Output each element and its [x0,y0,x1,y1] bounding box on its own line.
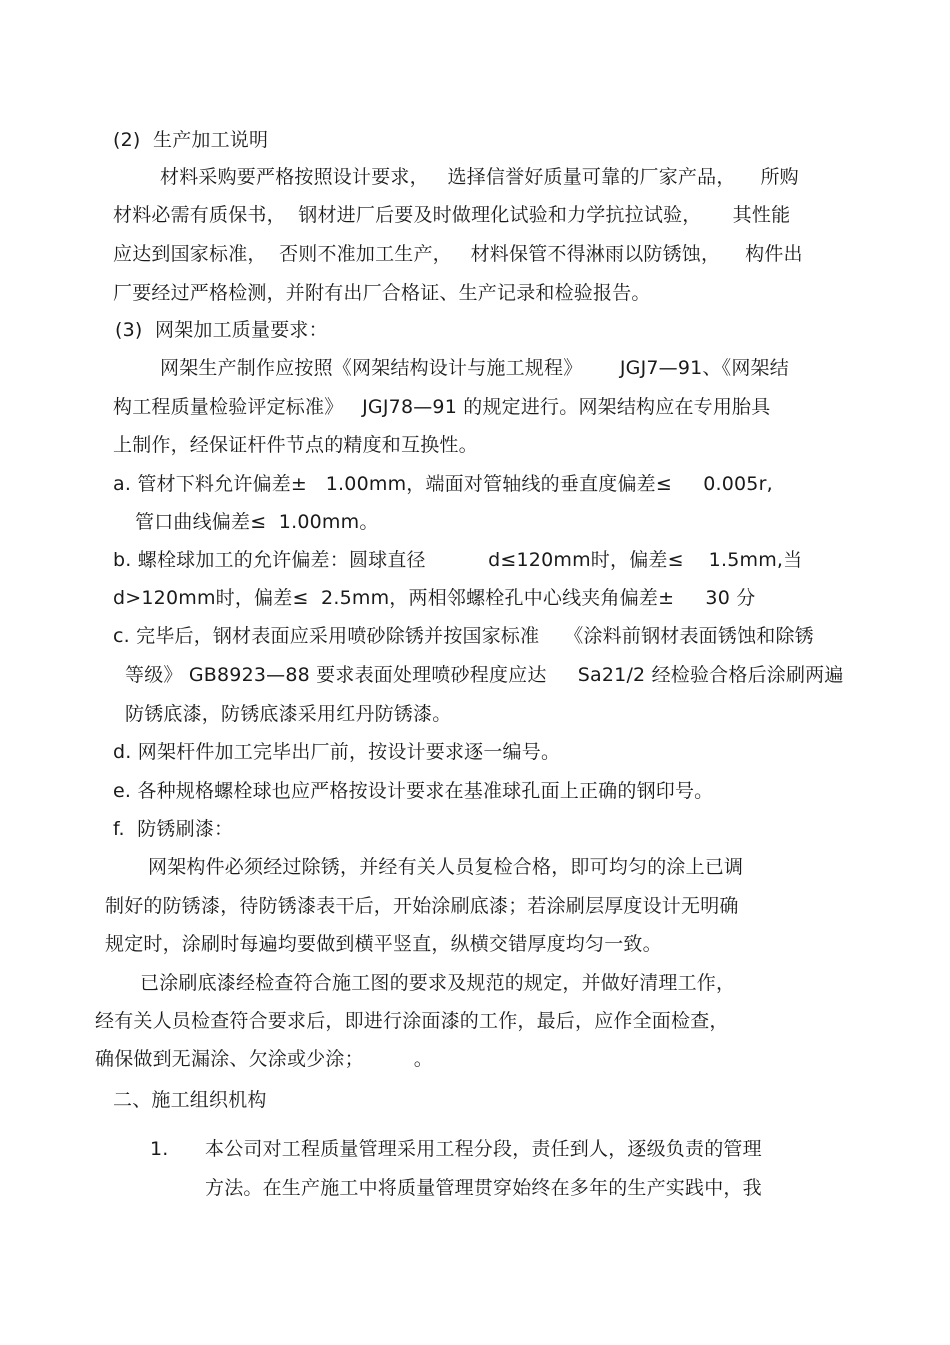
paragraph-line: 网架构件必须经过除锈，并经有关人员复检合格，即可均匀的涂上已调 [148,856,744,878]
list-item-c-cont: 等级》 GB8923—88 要求表面处理喷砂程度应达 Sa21/2 经检验合格后涂刷两遍 [125,664,844,686]
paragraph-line: 应达到国家标准， 否则不准加工生产， 材料保管不得淋雨以防锈蚀， 构件出 [113,243,803,265]
list-item-1: 本公司对工程质量管理采用工程分段，责任到人，逐级负责的管理 [205,1138,762,1160]
list-item-a: a. 管材下料允许偏差± 1.00mm，端面对管轴线的垂直度偏差≤ 0.005r, [113,473,773,495]
paragraph-line: 构工程质量检验评定标准》 JGJ78—91 的规定进行。网架结构应在专用胎具 [113,396,771,418]
paragraph-line: 已涂刷底漆经检查符合施工图的要求及规范的规定，并做好清理工作， [140,972,736,994]
list-item-d: d. 网架杆件加工完毕出厂前，按设计要求逐一编号。 [113,741,561,763]
section-2-heading: (2) 生产加工说明 [113,129,269,151]
list-item-e: e. 各种规格螺栓球也应严格按设计要求在基准球孔面上正确的钢印号。 [113,780,714,802]
list-item-f: f. 防锈刷漆： [113,818,234,840]
section-3-heading: (3) 网架加工质量要求： [115,319,328,341]
paragraph-line: 规定时，涂刷时每遍均要做到横平竖直，纵横交错厚度均匀一致。 [105,933,662,955]
paragraph-line: 上制作，经保证杆件节点的精度和互换性。 [113,434,478,456]
list-item-b-cont: d>120mm时，偏差≤ 2.5mm，两相邻螺栓孔中心线夹角偏差± 30 分 [113,587,756,609]
paragraph-line: 材料采购要严格按照设计要求， 选择信誉好质量可靠的厂家产品， 所购 [160,166,799,188]
paragraph-line: 材料必需有质保书， 钢材进厂后要及时做理化试验和力学抗拉试验， 其性能 [113,204,791,226]
list-item-1-cont: 方法。在生产施工中将质量管理贯穿始终在多年的生产实践中，我 [205,1177,762,1199]
list-item-c: c. 完毕后，钢材表面应采用喷砂除锈并按国家标准 《涂料前钢材表面锈蚀和除锈 [113,625,814,647]
list-item-b: b. 螺栓球加工的允许偏差：圆球直径 d≤120mm时，偏差≤ 1.5mm,当 [113,549,803,571]
list-number: 1. [150,1138,169,1160]
paragraph-line: 确保做到无漏涂、欠涂或少涂； 。 [95,1048,433,1070]
paragraph-line: 厂要经过严格检测，并附有出厂合格证、生产记录和检验报告。 [113,282,651,304]
list-item-c-cont: 防锈底漆，防锈底漆采用红丹防锈漆。 [125,703,452,725]
paragraph-line: 制好的防锈漆，待防锈漆表干后，开始涂刷底漆；若涂刷层厚度设计无明确 [105,895,739,917]
paragraph-line: 经有关人员检查符合要求后，即进行涂面漆的工作，最后，应作全面检查， [95,1010,729,1032]
paragraph-line: 网架生产制作应按照《网架结构设计与施工规程》 JGJ7—91、《网架结 [160,357,789,379]
section-two-heading: 二、施工组织机构 [113,1089,267,1111]
list-item-a-cont: 管口曲线偏差≤ 1.00mm。 [135,511,379,533]
